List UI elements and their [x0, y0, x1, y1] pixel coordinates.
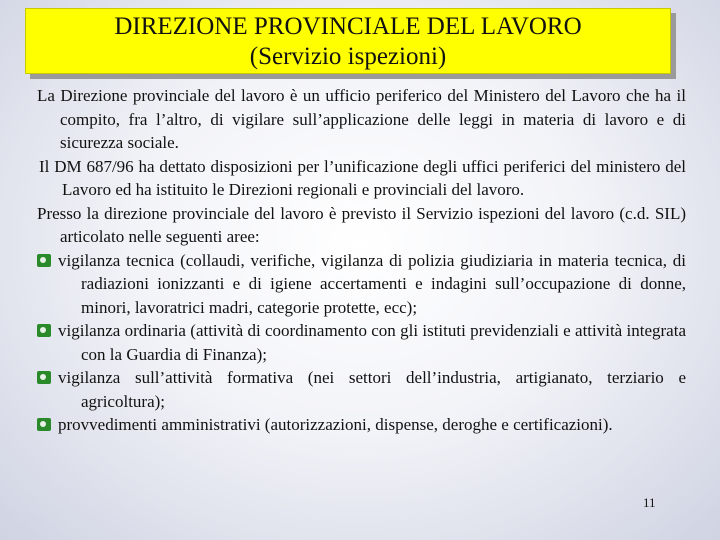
bullet-item-technical: [37, 249, 686, 320]
checkbox-square-icon: [37, 254, 51, 267]
slide-body: [37, 84, 686, 437]
bullet-text: provvedimenti amministrativi (autorizzazioni, dispense, deroghe e certificazioni).: [58, 415, 613, 434]
checkbox-square-icon: [37, 371, 51, 384]
bullet-item-training: [37, 366, 686, 413]
page-number: 11: [643, 495, 656, 510]
checkbox-square-icon: [37, 418, 51, 431]
slide-title-line2: (Servizio ispezioni): [249, 43, 447, 70]
slide-title: [25, 8, 671, 74]
checkbox-square-icon: [37, 324, 51, 337]
paragraph-sil: Presso la direzione provinciale del lavoro è previsto il Servizio ispezioni del lavoro (c.d. SIL) articolato nelle seguenti aree:: [37, 203, 686, 246]
bullet-item-ordinary: [37, 319, 686, 366]
bullet-item-administrative: [37, 413, 686, 437]
bullet-text: vigilanza ordinaria (attività di coordinamento con gli istituti previdenziali e attività integrata con la Guardia di Finanza);: [58, 321, 686, 364]
bullet-text: vigilanza tecnica (collaudi, verifiche, vigilanza di polizia giudiziaria in materia tecnica, di radiazioni ionizzanti e di igiene accertamenti e indagini sull’occupazione di donne, minori, lavoratrici madri, categorie protette, ecc);: [58, 250, 686, 317]
paragraph-decree: Il DM 687/96 ha dettato disposizioni per l’unificazione degli uffici periferici del ministero del Lavoro ed ha istituito le Direzioni regionali e provinciali del lavoro.: [39, 156, 686, 199]
bullet-text: vigilanza sull’attività formativa (nei settori dell’industria, artigianato, terziario e agricoltura);: [58, 368, 686, 411]
paragraph-intro: La Direzione provinciale del lavoro è un ufficio periferico del Ministero del Lavoro che ha il compito, fra l’altro, di vigilare sull’applicazione delle leggi in materia di lavoro e di sicurezza sociale.: [37, 86, 686, 152]
slide-title-line1: DIREZIONE PROVINCIALE DEL LAVORO: [114, 13, 582, 40]
